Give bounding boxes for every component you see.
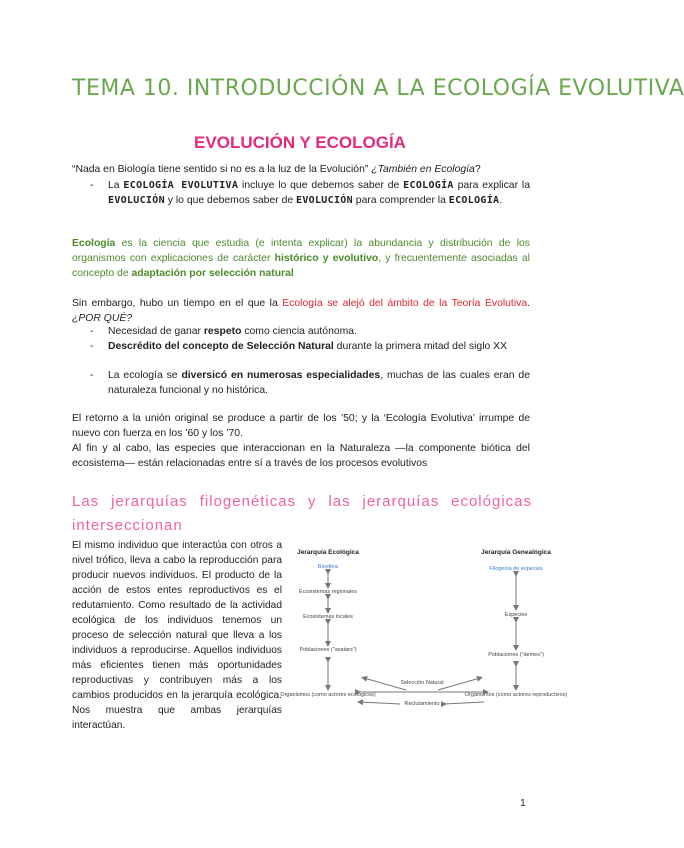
left-hierarchy-title: Jerarquía Ecológica xyxy=(297,549,359,556)
quote-text: “Nada en Biología tiene sentido si no es a la luz de la Evolución” xyxy=(72,164,369,175)
reason-item xyxy=(108,368,530,398)
highlighted-text: Ecología se alejó del ámbito de la Teoría Evolutiva xyxy=(282,298,528,309)
hierarchy-diagram xyxy=(280,538,568,708)
bold-term: diversicó en numerosas especialidades xyxy=(181,370,381,381)
reason-item xyxy=(108,339,530,354)
label-seleccion-natural: Selección Natural xyxy=(400,680,444,686)
text-run: incluye lo que debemos saber de xyxy=(238,180,404,191)
final-paragraph: Al fin y al cabo, las especies que interaccionan en la Naturaleza —la componente biótica del ecosistema— están relacionadas entre sí a través de los procesos evolutivos xyxy=(72,443,530,469)
text-run: Necesidad de ganar xyxy=(108,326,204,337)
quote-end: ? xyxy=(474,164,481,175)
node-filogenia: Filogenia de especies xyxy=(489,566,543,572)
arrow-reclut-right xyxy=(444,702,484,704)
text-run: como ciencia autónoma. xyxy=(241,326,357,337)
text-run: La ecología se xyxy=(108,370,182,381)
node-poblaciones-avatars: Poblaciones ("avatars") xyxy=(299,647,357,653)
reason-item xyxy=(108,324,530,339)
text-run: , muchas de las cuales eran de naturaleza funcional y no histórica. xyxy=(108,370,530,396)
page-title: TEMA 10. INTRODUCCIÓN A LA ECOLOGÍA EVOLUTIVA xyxy=(72,76,684,101)
text-run: y lo que debemos saber de xyxy=(164,195,297,206)
bullet-dash: - xyxy=(90,180,94,191)
bullet-dash: - xyxy=(90,370,94,381)
text-run: La xyxy=(108,180,124,191)
bullet-dash: - xyxy=(90,326,94,337)
node-poblaciones-demes: Poblaciones ("demes") xyxy=(488,652,544,658)
hierarchy-heading: Las jerarquías filogenéticas y las jerarquías ecológicas interseccionan xyxy=(72,493,532,534)
text-run: . xyxy=(527,298,530,309)
return-paragraph: El retorno a la unión original se produce a partir de los ’50; y la ‘Ecología Evolutiva’ irrumpe de nuevo con fuerza en los ’60 y los ’70. xyxy=(72,413,530,439)
node-organismos-reproductivos: Organismos (como actores reproductivos) xyxy=(464,692,568,698)
text-run: para comprender la xyxy=(352,195,449,206)
question-text: ¿POR QUÉ? xyxy=(72,313,133,324)
bold-term: histórico y evolutivo xyxy=(274,253,379,264)
node-ecosistemas-locales: Ecosistemas locales xyxy=(303,614,353,620)
bold-term: EVOLUCIÓN xyxy=(108,195,165,206)
node-ecosistemas-regionales: Ecosistemas regionales xyxy=(298,589,358,595)
defined-term: Ecología xyxy=(72,238,116,249)
node-organismos-ecologicos: Organismos (como actores ecológicos) xyxy=(280,692,376,698)
text-run: es la ciencia que estudia (e intenta explicar) la abundancia y distribución de los organismos con explicaciones de carácter xyxy=(72,238,530,264)
however-paragraph xyxy=(72,296,530,326)
bold-term: ECOLOGÍA EVOLUTIVA xyxy=(123,180,239,191)
intro-bullet xyxy=(108,178,530,208)
text-run: para explicar la xyxy=(453,180,530,191)
bold-term: ECOLOGÍA xyxy=(403,180,454,191)
text-run: . xyxy=(499,195,503,206)
section-heading: EVOLUCIÓN Y ECOLOGÍA xyxy=(194,133,406,152)
arrow-up-right xyxy=(438,678,480,690)
bullet-dash: - xyxy=(90,341,94,352)
label-reclutamiento: Reclutamiento xyxy=(404,701,440,707)
hierarchy-text: El mismo individuo que interactúa con otros a nivel trófico, lleva a cabo la reproducción para producir nuevos individuos. El producto de la acción de estos entes reproductivos es el redutamiento. Como resultado de la actividad ecológica de los individuos tenemos un proceso de selección natural que lleva a los individuos a reproducirse. Aquellos individuos más eficientes tienen más oportunidades reproductivas y contribuyen más a los cambios producidos en la jerarquía ecológica. Nos muestra que ambas jerarquías interactúan. xyxy=(72,540,282,731)
node-biosfera: Biosfera xyxy=(317,564,339,570)
node-especies: Especies xyxy=(504,612,528,618)
text-run: Sin embargo, hubo un tiempo en el que la xyxy=(72,298,283,309)
bold-term: Descrédito del concepto de Selección Natural xyxy=(108,341,334,352)
arrow-reclut-left xyxy=(360,702,400,704)
bold-term: ECOLOGÍA xyxy=(448,195,500,206)
quote-paragraph xyxy=(72,162,530,177)
text-run: durante la primera mitad del siglo XX xyxy=(333,341,508,352)
text-run: , y frecuentemente asociadas al concepto de xyxy=(72,253,530,279)
page-number: 1 xyxy=(520,798,526,809)
bold-term: respeto xyxy=(203,326,242,337)
bold-term: adaptación por selección natural xyxy=(131,268,294,279)
definition-paragraph xyxy=(72,236,530,281)
bold-term: EVOLUCIÓN xyxy=(296,195,353,206)
quote-question: ¿También en Ecología xyxy=(371,164,475,175)
right-hierarchy-title: Jerarquía Genealógica xyxy=(481,549,551,556)
